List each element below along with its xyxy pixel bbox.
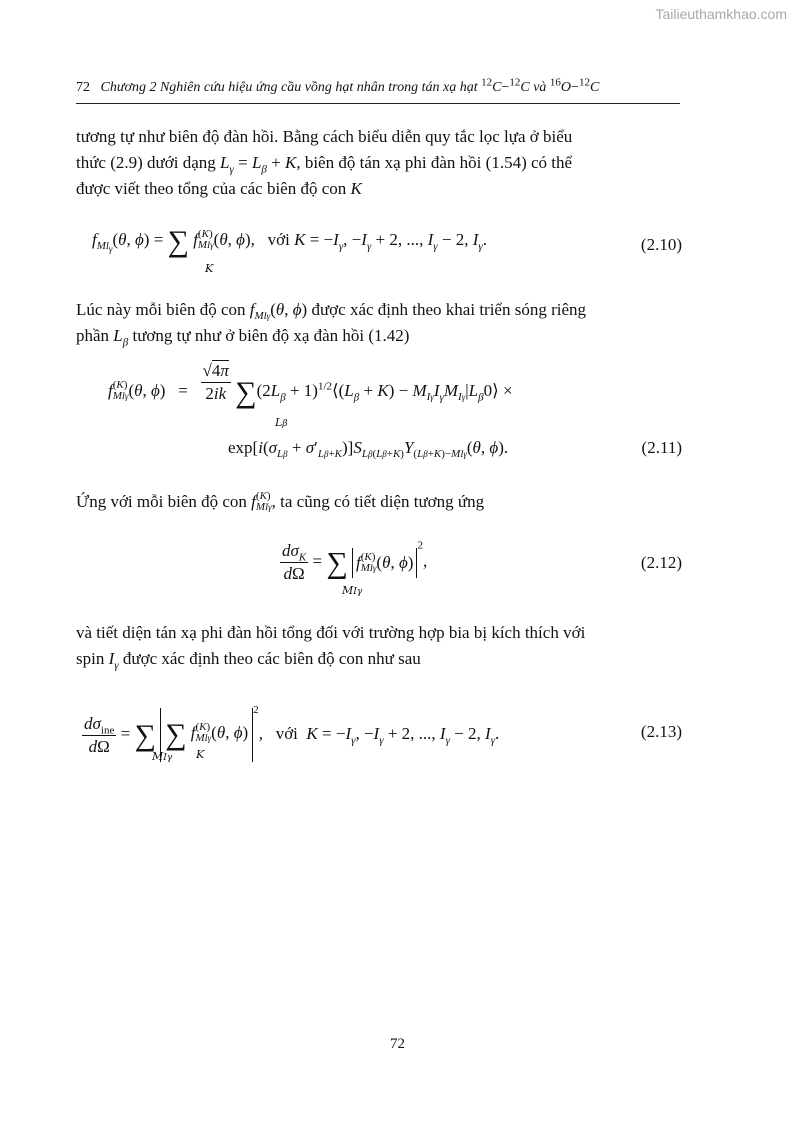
paragraph-line xyxy=(76,176,682,202)
sum-index: MIγ xyxy=(152,750,173,763)
paragraph-line: Ứng với mỗi biên độ con f (K) MIγ , ta cũng có tiết diện tương ứng xyxy=(76,490,485,513)
text-span: spin xyxy=(76,649,109,668)
equation-number: (2.13) xyxy=(640,722,682,741)
text-span: Ứng với mỗi biên độ con xyxy=(76,492,252,511)
equation-2-13: $\frac{d\sigma_{ine}}{d\Omega}$ = ∑ ∑ f (K) MIγ (θ, ϕ)$^2$, với $K = -I_\gamma$, $-I_\gamma + 2$, ..., $I_\gamma - 2$, $I_\gamma$. xyxy=(82,708,499,762)
equation-2-11-line-2: $\exp[i(\sigma_{L\beta} + \sigma'_{L\beta+K})]S_{L\beta(L\beta+K)}Y_{(L\beta+K)-MI\gamma}(\theta$, ϕ). xyxy=(228,438,509,461)
running-header: 72 Chương 2 Nghiên cứu hiệu ứng cầu vồng hạt nhân trong tán xạ hạt $^{12}$C−$^{12}$C và $^{16}$O−$^{12}$C xyxy=(76,76,600,95)
header-symbol-4: C xyxy=(589,80,600,95)
equation-2-11-line-1: f (K) MIγ (θ, ϕ) = $\frac{√4\pi}{2ik}$ $\sum(2L_\beta$ + $1)^{1/2}⟨(L_\beta + K)$ − $M_{I\gamma}I_\gamma M_{I\gamma}|L_\beta 0⟩$ × xyxy=(108,360,513,409)
text-span: được xác định theo các biên độ con như sau xyxy=(118,649,421,668)
paragraph-line: spin $I_\gamma$ được xác định theo các biên độ con như sau xyxy=(76,649,421,672)
header-symbol-2: C xyxy=(520,80,530,95)
equation-2-12: $\frac{d\sigma_K}{d\Omega}$ = ∑ f (K) MIγ (θ, ϕ)$^2$, xyxy=(282,539,428,583)
equation-2-10: $f_{MI_\gamma}(\theta$, ϕ) = ∑ f (K) MIγ (θ, ϕ), với $K = -I_\gamma$, $-I_\gamma + 2$, ..., $I_\gamma - 2$, $I_\gamma$. xyxy=(92,225,487,258)
watermark: Tailieuthamkhao.com xyxy=(655,6,787,22)
text-span: được viết theo tổng của các biên độ con xyxy=(76,179,351,198)
sum-index: MIγ xyxy=(342,584,363,597)
page-number: 72 xyxy=(390,1036,405,1052)
paragraph-line: tương tự như biên độ đàn hồi. Bằng cách biểu diễn quy tắc lọc lựa ở biểu xyxy=(76,127,573,146)
paragraph-line: và tiết diện tán xạ phi đàn hồi tổng đối với trường hợp bia bị kích thích với xyxy=(76,623,586,642)
equation-number: (2.12) xyxy=(640,553,682,572)
text-with: với xyxy=(267,230,290,249)
symbol-k: K xyxy=(350,179,362,198)
sum-index: K xyxy=(205,262,214,275)
text-span: được xác định theo khai triển sóng riêng xyxy=(307,300,587,319)
header-rule xyxy=(76,103,680,104)
text-span: , ta cũng có tiết diện tương ứng xyxy=(271,492,485,511)
equation-number: (2.11) xyxy=(641,438,682,457)
header-chapter-title: Chương 2 Nghiên cứu hiệu ứng cầu vồng hạt nhân trong tán xạ hạt xyxy=(100,80,478,95)
header-symbol-1: C xyxy=(492,80,502,95)
header-mass-3: 16 xyxy=(549,76,561,89)
text-span: tương tự như ở biên độ xạ đàn hồi (1.42) xyxy=(128,326,410,345)
header-dash: − xyxy=(501,80,510,95)
text-with: với xyxy=(275,723,298,743)
header-mass-1: 12 xyxy=(481,76,493,89)
equation-number: (2.10) xyxy=(640,235,682,254)
subscript-ine: ine xyxy=(100,723,115,736)
paragraph-4 xyxy=(76,620,682,672)
header-mass-2: 12 xyxy=(509,76,521,89)
header-symbol-3: O xyxy=(560,80,572,95)
paragraph-line: thức (2.9) dưới dạng $L_\gamma = L_\beta + K$, biên độ tán xạ phi đàn hồi (1.54) có thể xyxy=(76,153,573,176)
paragraph-3 xyxy=(76,489,682,515)
paragraph-line: Lúc này mỗi biên độ con $f_{MI\gamma}(\theta$, ϕ) được xác định theo khai triển sóng riêng xyxy=(76,300,587,323)
sum-index: K xyxy=(196,748,205,761)
text-span: thức (2.9) dưới dạng xyxy=(76,153,221,172)
paragraph-1 xyxy=(76,124,682,202)
text-span: Lúc này mỗi biên độ con xyxy=(76,300,250,319)
paragraph-line: phần $L_\beta$ tương tự như ở biên độ xạ đàn hồi (1.42) xyxy=(76,326,410,349)
header-and: và xyxy=(533,80,547,95)
paragraph-2 xyxy=(76,297,682,349)
sum-index: Lβ xyxy=(275,416,288,429)
header-mass-4: 12 xyxy=(578,76,590,89)
text-span: phần xyxy=(76,326,114,345)
header-page-number: 72 xyxy=(76,80,90,95)
text-span: , biên độ tán xạ phi đàn hồi (1.54) có thể xyxy=(296,153,573,172)
